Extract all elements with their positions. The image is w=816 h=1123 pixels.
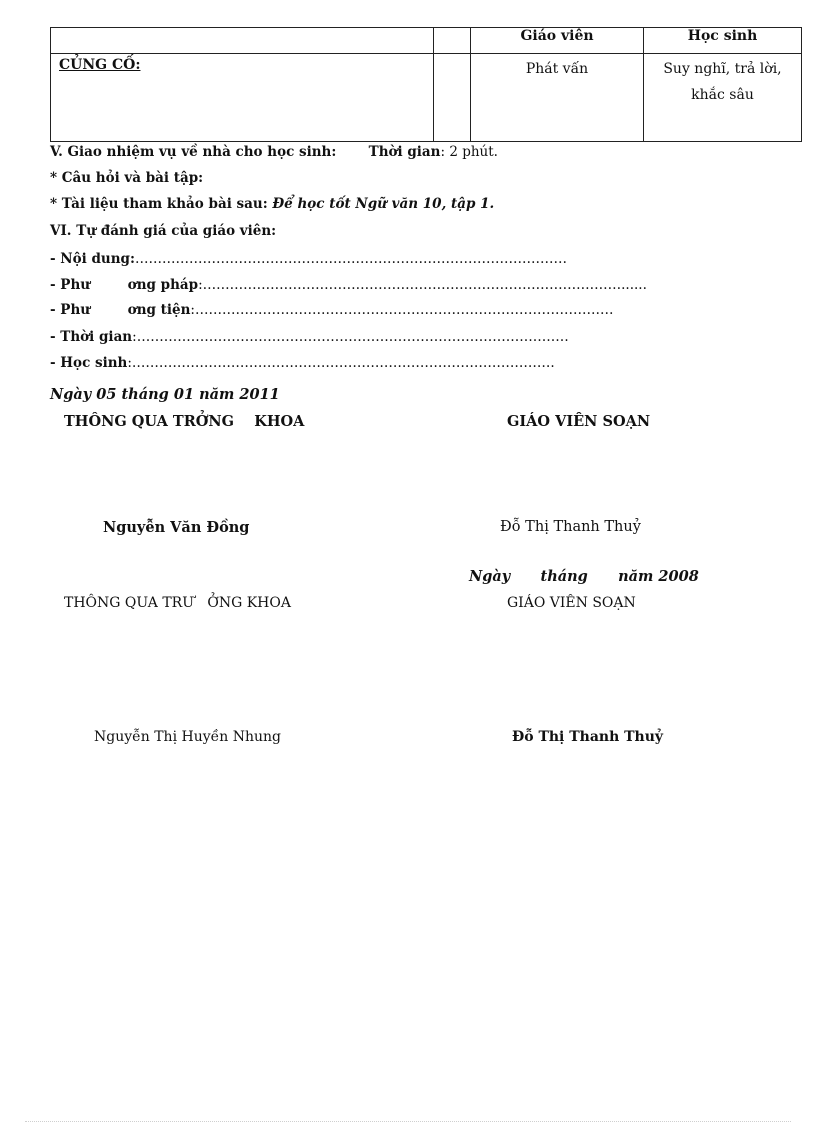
eval-label: - Phư ơng pháp	[50, 277, 199, 293]
approver-title-1: THÔNG QUA TRỞNG KHOA	[64, 413, 305, 430]
eval-line-method	[50, 277, 750, 293]
time-value: : 2 phút.	[440, 144, 498, 160]
eval-dots: :…………………………………………………………………………………......	[198, 277, 647, 293]
eval-line-students	[50, 355, 750, 371]
eval-label: - Phư ơng tiện	[50, 302, 191, 318]
sign-date-1: Ngày 05 tháng 01 năm 2011	[50, 386, 280, 403]
eval-dots: ……………………………………………………………………………………	[134, 251, 567, 267]
section-label: CỦNG CỐ:	[59, 57, 141, 73]
section-cell	[51, 54, 434, 142]
eval-label: - Học sinh	[50, 355, 128, 371]
table-header-row	[51, 28, 802, 54]
eval-dots: :……………………………………………………………………………………	[132, 329, 569, 345]
sign-date-2: Ngày tháng năm 2008	[469, 568, 699, 585]
lesson-table	[50, 27, 802, 142]
student-activity-line-1: Suy nghĩ, trả lời,	[663, 61, 782, 77]
student-activity-line-2: khắc sâu	[691, 87, 754, 103]
eval-line-time	[50, 329, 750, 345]
time-label: Thời gian	[368, 144, 441, 160]
reference-title: Để học tốt Ngữ văn 10, tập 1.	[272, 196, 495, 212]
evaluation-heading: VI. Tự đánh giá của giáo viên:	[50, 223, 277, 239]
homework-heading: V. Giao nhiệm vụ về nhà cho học sinh:	[50, 144, 337, 160]
teacher-activity: Phát vấn	[471, 54, 644, 142]
eval-line-content	[50, 251, 750, 267]
author-name-2: Đỗ Thị Thanh Thuỷ	[512, 729, 664, 745]
author-title-2: GIÁO VIÊN SOẠN	[507, 595, 636, 611]
eval-line-means	[50, 302, 750, 318]
eval-label: - Nội dung:	[50, 251, 135, 267]
narrow-cell	[434, 54, 471, 142]
eval-dots: :………………………………………………………………………………….	[127, 355, 555, 371]
student-activity	[644, 54, 802, 142]
approver-title-2: THÔNG QUA TRƯ ỞNG KHOA	[64, 595, 291, 611]
table-row	[51, 54, 802, 142]
homework-heading-line	[50, 144, 498, 160]
page-bottom-divider	[25, 1121, 791, 1122]
author-name-1: Đỗ Thị Thanh Thuỷ	[500, 519, 641, 535]
reference-line	[50, 196, 494, 212]
header-student: Học sinh	[644, 28, 802, 54]
approver-name-1: Nguyễn Văn Đồng	[103, 519, 250, 536]
header-cell-empty	[51, 28, 434, 54]
approver-name-2: Nguyễn Thị Huyền Nhung	[94, 729, 281, 745]
header-teacher: Giáo viên	[471, 28, 644, 54]
reference-prefix: * Tài liệu tham khảo bài sau:	[50, 196, 273, 212]
questions-line: * Câu hỏi và bài tập:	[50, 170, 204, 186]
header-cell-narrow	[434, 28, 471, 54]
author-title-1: GIÁO VIÊN SOẠN	[507, 413, 651, 430]
eval-label: - Thời gian	[50, 329, 133, 345]
eval-dots: :…………………………………………………………………………………	[190, 302, 614, 318]
